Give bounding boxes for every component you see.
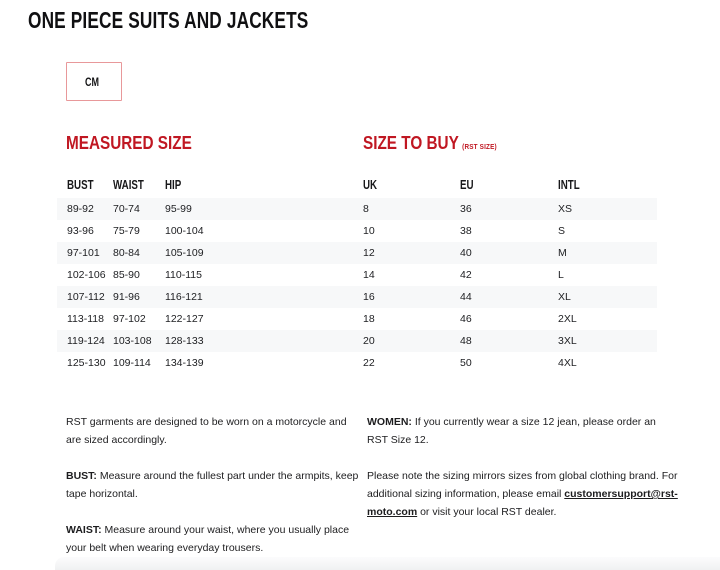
intl-cell: L xyxy=(558,269,564,281)
hip-cell: 134-139 xyxy=(165,357,204,369)
note-bust-bold: BUST: xyxy=(66,470,97,482)
column-header-intl: INTL xyxy=(558,177,580,192)
hip-cell: 110-115 xyxy=(165,269,202,281)
uk-cell: 12 xyxy=(363,247,375,259)
cm-unit-label: CM xyxy=(84,74,99,89)
email-link[interactable]: customersupport@rst-moto.com xyxy=(367,488,678,518)
hip-cell: 105-109 xyxy=(165,247,204,259)
note-women-bold: WOMEN: xyxy=(367,416,412,428)
column-header-hip: HIP xyxy=(165,177,182,192)
eu-cell: 48 xyxy=(460,335,472,347)
table-row xyxy=(57,198,657,220)
eu-cell: 44 xyxy=(460,291,472,303)
uk-cell: 20 xyxy=(363,335,375,347)
size-to-buy-heading xyxy=(363,132,520,158)
bust-cell: 119-124 xyxy=(67,335,105,347)
rst-size-subtitle: (RST SIZE) xyxy=(462,142,497,151)
waist-cell: 75-79 xyxy=(113,225,140,237)
table-row xyxy=(57,264,657,286)
uk-cell: 16 xyxy=(363,291,375,303)
bust-cell: 107-112 xyxy=(67,291,105,303)
uk-cell: 22 xyxy=(363,357,375,369)
note-waist: WAIST: Measure around your waist, where you usually place your belt when wearing everyday trousers. xyxy=(66,524,350,554)
eu-cell: 36 xyxy=(460,203,472,215)
bust-cell: 97-101 xyxy=(67,247,100,259)
hip-cell: 116-121 xyxy=(165,291,203,303)
table-row xyxy=(57,308,657,330)
column-header-uk: UK xyxy=(363,177,378,192)
waist-cell: 91-96 xyxy=(113,291,140,303)
column-header-eu: EU xyxy=(460,177,474,192)
uk-cell: 14 xyxy=(363,269,375,281)
waist-cell: 109-114 xyxy=(113,357,151,369)
eu-cell: 40 xyxy=(460,247,472,259)
measured-size-heading: MEASURED SIZE xyxy=(66,133,192,153)
size-to-buy-title: SIZE TO BUY xyxy=(363,133,459,153)
intl-cell: S xyxy=(558,225,566,237)
note-women: WOMEN: If you currently wear a size 12 jean, please order an RST Size 12. xyxy=(367,416,656,446)
note-general: RST garments are designed to be worn on a motorcycle and are sized accordingly. xyxy=(66,416,347,446)
note-waist-bold: WAIST: xyxy=(66,524,102,536)
waist-cell: 70-74 xyxy=(113,203,140,215)
table-column-headers xyxy=(57,174,657,196)
cm-unit-button[interactable] xyxy=(66,62,122,101)
eu-cell: 46 xyxy=(460,313,472,325)
eu-cell: 42 xyxy=(460,269,472,281)
bottom-section-divider xyxy=(55,557,720,570)
uk-cell: 10 xyxy=(363,225,375,237)
intl-cell: M xyxy=(558,247,567,259)
hip-cell: 122-127 xyxy=(165,313,204,325)
waist-cell: 97-102 xyxy=(113,313,146,325)
bust-cell: 125-130 xyxy=(67,357,106,369)
intl-cell: 2XL xyxy=(558,313,577,325)
intl-cell: 4XL xyxy=(558,357,577,369)
table-row xyxy=(57,352,657,374)
bust-cell: 102-106 xyxy=(67,269,106,281)
waist-cell: 103-108 xyxy=(113,335,152,347)
intl-cell: 3XL xyxy=(558,335,577,347)
uk-cell: 8 xyxy=(363,203,369,215)
bust-cell: 113-118 xyxy=(67,313,104,325)
note-bust: BUST: Measure around the fullest part under the armpits, keep tape horizontal. xyxy=(66,470,359,500)
note-support: Please note the sizing mirrors sizes from global clothing brand. For additional sizing information, please email customersupport@rst-moto.com or visit your local RST dealer. xyxy=(367,470,678,518)
bust-cell: 93-96 xyxy=(67,225,94,237)
hip-cell: 95-99 xyxy=(165,203,192,215)
hip-cell: 128-133 xyxy=(165,335,204,347)
column-header-waist: WAIST xyxy=(113,177,144,192)
notes-left-column xyxy=(66,413,364,557)
size-table-body xyxy=(57,198,657,374)
table-row xyxy=(57,286,657,308)
waist-cell: 85-90 xyxy=(113,269,140,281)
intl-cell: XL xyxy=(558,291,571,303)
table-row xyxy=(57,330,657,352)
hip-cell: 100-104 xyxy=(165,225,204,237)
table-row xyxy=(57,220,657,242)
column-header-bust: BUST xyxy=(67,177,94,192)
eu-cell: 50 xyxy=(460,357,472,369)
uk-cell: 18 xyxy=(363,313,375,325)
intl-cell: XS xyxy=(558,203,573,215)
waist-cell: 80-84 xyxy=(113,247,140,259)
eu-cell: 38 xyxy=(460,225,472,237)
bust-cell: 89-92 xyxy=(67,203,94,215)
table-row xyxy=(57,242,657,264)
notes-right-column xyxy=(367,413,679,521)
page-title: ONE PIECE SUITS AND JACKETS xyxy=(28,7,309,33)
